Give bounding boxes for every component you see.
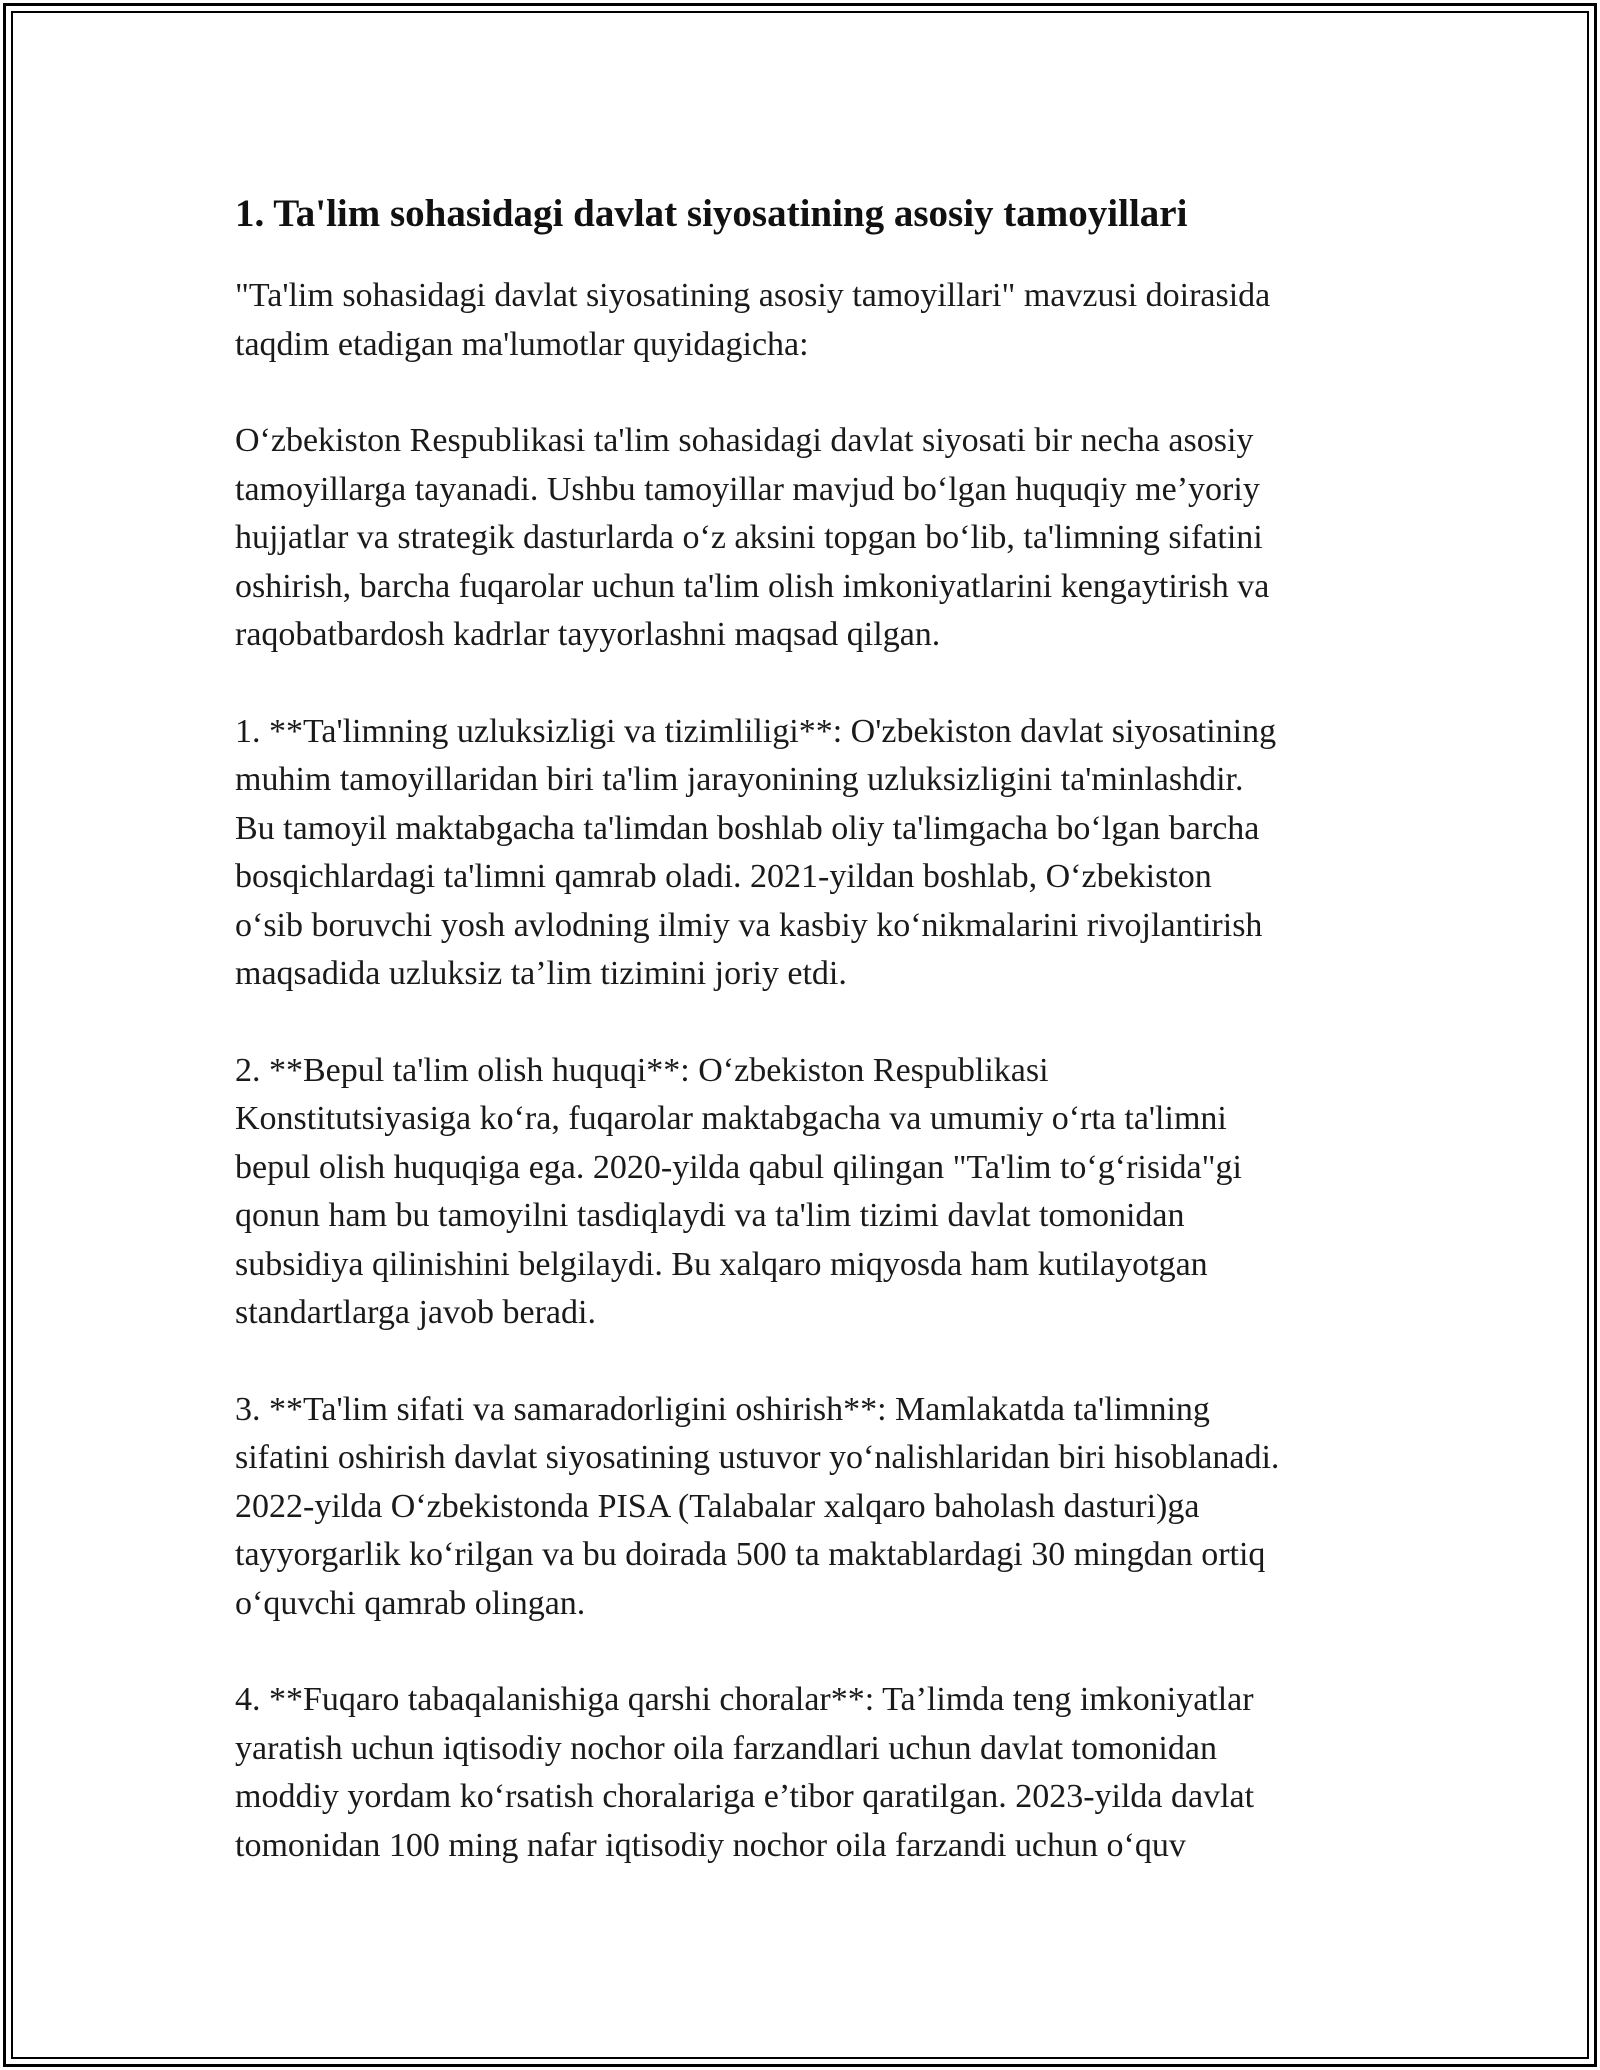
principle-2-paragraph: 2. **Bepul ta'lim olish huquqi**: O‘zbekiston Respublikasi Konstitutsiyasiga ko‘ra, fuqarolar maktabgacha va umumiy o‘rta ta'limni bepul olish huquqiga ega. 2020-yilda qabul qilingan "Ta'lim to‘g‘risida"gi qonun ham bu tamoyilni tasdiqlaydi va ta'lim tizimi davlat tomonidan subsidiya qilinishini belgilaydi. Bu xalqaro miqyosda ham kutilayotgan standartlarga javob beradi.	[235, 1051, 1242, 1331]
principle-3-paragraph: 3. **Ta'lim sifati va samaradorligini oshirish**: Mamlakatda ta'limning sifatini oshirish davlat siyosatining ustuvor yo‘nalishlaridan biri hisoblanadi. 2022-yilda O‘zbekistonda PISA (Talabalar xalqaro baholash dasturi)ga tayyorgarlik ko‘rilgan va bu doirada 500 ta maktablardagi 30 mingdan ortiq o‘quvchi qamrab olingan.	[235, 1390, 1280, 1622]
principle-1-paragraph: 1. **Ta'limning uzluksizligi va tizimliligi**: O'zbekiston davlat siyosatining muhim tamoyillaridan biri ta'lim jarayonining uzluksizligini ta'minlashdir. Bu tamoyil maktabgacha ta'limdan boshlab oliy ta'limgacha bo‘lgan barcha bosqichlardagi ta'limni qamrab oladi. 2021-yildan boshlab, O‘zbekiston o‘sib boruvchi yosh avlodning ilmiy va kasbiy ko‘nikmalarini rivojlantirish maqsadida uzluksiz ta’lim tizimini joriy etdi.	[235, 712, 1277, 992]
principle-4-paragraph: 4. **Fuqaro tabaqalanishiga qarshi choralar**: Ta’limda teng imkoniyatlar yaratish uchun iqtisodiy nochor oila farzandlari uchun davlat tomonidan moddiy yordam ko‘rsatish choralariga e’tibor qaratilgan. 2023-yilda davlat tomonidan 100 ming nafar iqtisodiy nochor oila farzandi uchun o‘quv	[235, 1681, 1255, 1864]
section-heading: 1. Ta'lim sohasidagi davlat siyosatining asosiy tamoyillari	[235, 192, 1188, 235]
document-body	[235, 186, 1385, 1918]
intro-paragraph: "Ta'lim sohasidagi davlat siyosatining asosiy tamoyillari" mavzusi doirasida taqdim etadigan ma'lumotlar quyidagicha:	[235, 277, 1271, 363]
overview-paragraph: O‘zbekiston Respublikasi ta'lim sohasidagi davlat siyosati bir necha asosiy tamoyillarga tayanadi. Ushbu tamoyillar mavjud bo‘lgan huquqiy me’yoriy hujjatlar va strategik dasturlarda o‘z aksini topgan bo‘lib, ta'limning sifatini oshirish, barcha fuqarolar uchun ta'lim olish imkoniyatlarini kengaytirish va raqobatbardosh kadrlar tayyorlashni maqsad qilgan.	[235, 422, 1270, 653]
